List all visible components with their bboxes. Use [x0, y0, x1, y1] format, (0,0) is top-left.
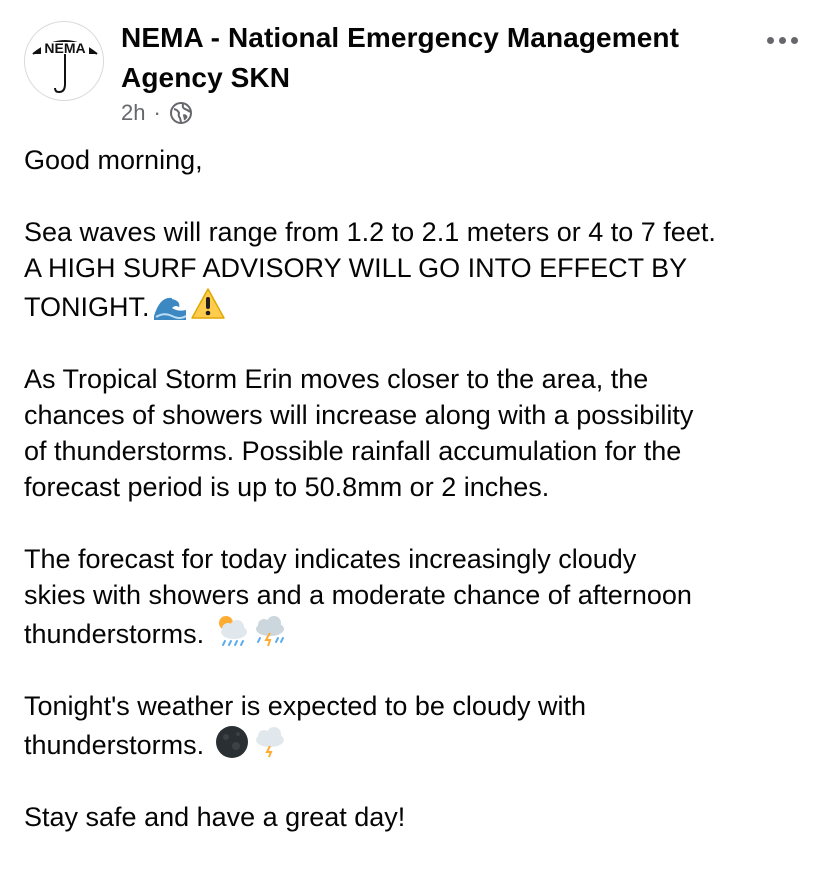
cloud-with-lightning-and-rain-emoji: [252, 613, 288, 649]
nema-umbrella-logo: [25, 22, 104, 101]
more-options-dot: [779, 37, 786, 44]
page-name[interactable]: NEMA - National Emergency Management Agency SKN: [121, 22, 680, 93]
post-timestamp[interactable]: 2h: [121, 100, 146, 125]
post-paragraph-tonight: [24, 688, 814, 763]
meta-separator: ·: [153, 100, 161, 125]
svg-text:NEMA: NEMA: [44, 40, 86, 56]
more-options-icon: [767, 37, 774, 44]
post-header: [24, 18, 804, 128]
globe-icon[interactable]: [169, 101, 193, 125]
post-paragraph-sea-waves: [24, 214, 814, 325]
sea-waves-text: Sea waves will range from 1.2 to 2.1 meters or 4 to 7 feet. A HIGH SURF ADVISORY WILL GO INTO EFFECT BY TONIGHT.: [24, 217, 716, 322]
post-meta: [121, 98, 193, 128]
post-paragraph-tropical-storm: As Tropical Storm Erin moves closer to the area, the chances of showers will increase along with a possibility of thunderstorms. Possible rainfall accumulation for the forecast period is up to 50.8mm or 2 inches.: [24, 364, 694, 502]
page-avatar[interactable]: [24, 21, 104, 101]
tonight-text: Tonight's weather is expected to be cloudy with thunderstorms.: [24, 691, 586, 760]
post-paragraph-greeting: Good morning,: [24, 145, 203, 175]
new-moon-emoji: [214, 724, 250, 760]
post-paragraph-forecast-today: [24, 541, 814, 652]
post-body: [24, 142, 814, 871]
sun-behind-rain-cloud-emoji: [214, 613, 250, 649]
forecast-today-text: The forecast for today indicates increasingly cloudy skies with showers and a moderate chance of afternoon thunderstorms.: [24, 544, 692, 649]
warning-emoji: [190, 286, 226, 322]
post-paragraph-closing: Stay safe and have a great day!: [24, 802, 406, 832]
more-options-dot: [791, 37, 798, 44]
cloud-with-lightning-emoji: [252, 724, 288, 760]
more-options-button[interactable]: [760, 26, 804, 54]
wave-emoji: [152, 286, 188, 322]
